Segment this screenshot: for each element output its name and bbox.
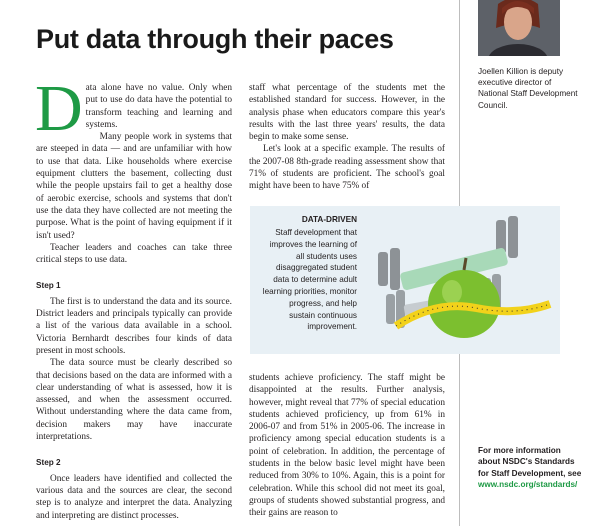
article-column-2-top xyxy=(249,82,445,193)
paragraph: Teacher leaders and coaches can take three critical steps to use data. xyxy=(36,242,232,266)
article-column-1 xyxy=(35,72,232,522)
intro-paragraph: Data alone have no value. Only when put to use do data have the potential to transform teaching and learning and systems. xyxy=(35,72,232,145)
paragraph: Many people work in systems that are steeped in data — and are unfamiliar with how to use that data. Like households where exercise equipment clutters the basement, collecting dust while the people upstairs fail to get a healthy dose of aerobic exercise, schools and systems that don't use the data they have collected are not meeting the purpose. What is the point of having equipment if it isn't used? xyxy=(36,132,232,241)
paragraph: Once leaders have identified and collected the various data and the sources are clear, the second step is to analyze and interpret the data. Analyzing and interpreting are distinct processes. xyxy=(36,473,232,521)
callout-heading: DATA-DRIVEN xyxy=(301,215,357,224)
standards-link[interactable]: www.nsdc.org/standards/ xyxy=(478,479,578,489)
callout-body: Staff development that improves the learning of all students uses disaggregated student data to determine adult learning priorities, monitor progress, and help sustain continuous improvement. xyxy=(262,228,357,332)
step-heading: Step 2 xyxy=(36,458,61,468)
dumbbells-apple-illustration xyxy=(366,208,554,348)
step-heading: Step 1 xyxy=(36,281,61,291)
author-caption: Joellen Killion is deputy executive director of National Staff Development Council. xyxy=(478,67,578,110)
paragraph: The first is to understand the data and its source. District leaders and principals typically can provide a list of the various data available in a school. Victoria Bernhardt describes four kinds of data present in most schools. xyxy=(36,296,232,356)
article-column-2-bottom xyxy=(249,372,445,520)
paragraph: Let's look at a specific example. The results of the 2007-08 8th-grade reading assessment show that 71% of students are proficient. The school's goal might have been to have 75% of xyxy=(249,144,445,192)
paragraph: students achieve proficiency. The staff might be disappointed at the results. Further analysis, however, might reveal that 77% of special education students achieved proficiency, up from 61% in 2006-07 and from 51% in 2005-06. The increase in proficiency among special education students is a point of celebration. In addition, the percentage of students in the below basic level might have been reduced from 30% to 10%. Again, this is a point for celebration. While this school did not meet its goal, groups of students showed substantial progress, and their gains are reason to xyxy=(249,373,445,519)
paragraph: The data source must be clearly described so that decisions based on the data are informed with a clear understanding of what is assessed, how it is assessed, and when the assessment occurred. Without understanding where the data came from, decision makers may have inaccurate interpretations. xyxy=(36,358,232,443)
drop-cap: D xyxy=(35,72,83,145)
article-title: Put data through their paces xyxy=(36,24,394,54)
more-info-note xyxy=(478,445,582,490)
author-photo xyxy=(478,0,560,56)
more-info-text: For more information about NSDC's Standards for Staff Development, see xyxy=(478,446,582,478)
paragraph: staff what percentage of the students met the established standard for success. However, in the analysis phase when educators compare this year's results with the last three years' results, the data begin to make some sense. xyxy=(249,83,445,143)
